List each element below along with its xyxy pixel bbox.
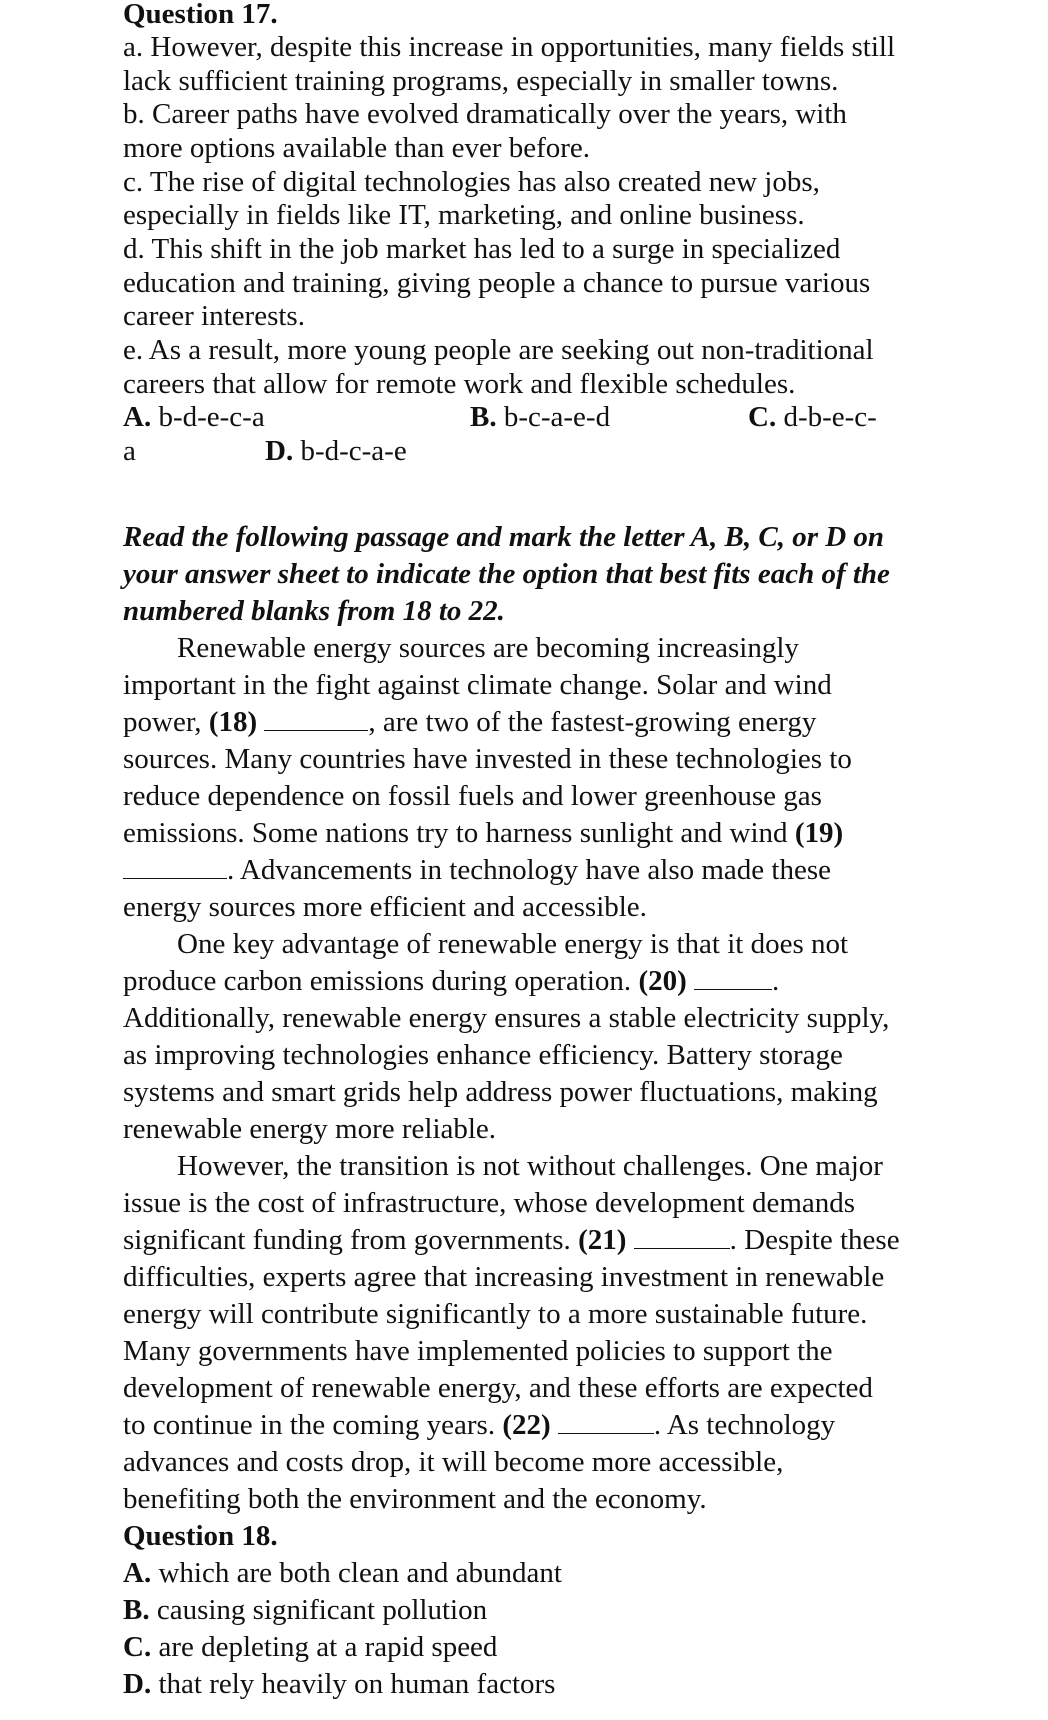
passage-p3-line-2: issue is the cost of infrastructure, whose development demands <box>123 1187 856 1219</box>
blank-number-18: (18) <box>208 706 258 738</box>
passage-p3-line-6: Many governments have implemented policies to support the <box>123 1335 833 1367</box>
q17-item-c: c. The rise of digital technologies has also created new jobs, <box>123 166 820 198</box>
blank-22[interactable] <box>558 1411 654 1434</box>
q17-item-a-cont: lack sufficient training programs, especially in smaller towns. <box>123 65 839 97</box>
q17-item-d-cont2: career interests. <box>123 300 305 332</box>
passage-p2-line-6: renewable energy more reliable. <box>123 1113 497 1145</box>
passage-p1-line-6: emissions. Some nations try to harness sunlight and wind (19) <box>123 817 844 849</box>
q17-option-c-wrap: a <box>123 435 136 467</box>
q18-option-c[interactable]: C. are depleting at a rapid speed <box>123 1631 498 1663</box>
passage-p1-line-8: energy sources more efficient and accessible. <box>123 891 647 923</box>
q17-item-c-cont: especially in fields like IT, marketing, and online business. <box>123 199 805 231</box>
q17-item-e-cont: careers that allow for remote work and flexible schedules. <box>123 368 796 400</box>
passage-p2-line-3: Additionally, renewable energy ensures a stable electricity supply, <box>123 1002 890 1034</box>
instruction-line-3: numbered blanks from 18 to 22. <box>123 595 505 627</box>
passage-p1-line-1: Renewable energy sources are becoming increasingly <box>177 632 799 664</box>
q17-option-a[interactable]: A. b-d-e-c-a <box>123 401 265 433</box>
passage-p1-line-5: reduce dependence on fossil fuels and lower greenhouse gas <box>123 780 822 812</box>
blank-19[interactable] <box>123 856 227 879</box>
q17-item-e: e. As a result, more young people are seeking out non-traditional <box>123 334 874 366</box>
passage-p2-line-2: produce carbon emissions during operation. (20) . <box>123 965 780 997</box>
q17-item-b-cont: more options available than ever before. <box>123 132 591 164</box>
passage-p1-line-3: power, (18) , are two of the fastest-growing energy <box>123 706 817 738</box>
passage-p3-line-7: development of renewable energy, and these efforts are expected <box>123 1372 873 1404</box>
blank-number-20: (20) <box>638 965 687 997</box>
passage-p1-line-2: important in the fight against climate change. Solar and wind <box>123 669 832 701</box>
passage-p2-line-1: One key advantage of renewable energy is that it does not <box>177 928 849 960</box>
passage-p3-line-4: difficulties, experts agree that increasing investment in renewable <box>123 1261 885 1293</box>
q18-option-a[interactable]: A. which are both clean and abundant <box>123 1557 562 1589</box>
passage-p3-line-3: significant funding from governments. (21) . Despite these <box>123 1224 900 1256</box>
passage-p3-line-9: advances and costs drop, it will become more accessible, <box>123 1446 784 1478</box>
q17-option-d[interactable]: D. b-d-c-a-e <box>265 435 407 467</box>
q17-item-d-cont1: education and training, giving people a chance to pursue various <box>123 267 871 299</box>
passage-p2-line-4: as improving technologies enhance efficiency. Battery storage <box>123 1039 843 1071</box>
passage-p2-line-5: systems and smart grids help address power fluctuations, making <box>123 1076 878 1108</box>
instruction-line-2: your answer sheet to indicate the option that best fits each of the <box>123 558 890 590</box>
passage-p1-line-4: sources. Many countries have invested in these technologies to <box>123 743 852 775</box>
q17-option-c[interactable]: C. d-b-e-c- <box>748 401 877 433</box>
q18-option-d[interactable]: D. that rely heavily on human factors <box>123 1668 556 1700</box>
q18-option-b[interactable]: B. causing significant pollution <box>123 1594 488 1626</box>
blank-18[interactable] <box>264 708 368 731</box>
passage-p3-line-10: benefiting both the environment and the economy. <box>123 1483 707 1515</box>
instruction-line-1: Read the following passage and mark the letter A, B, C, or D on <box>123 521 885 553</box>
passage-p3-line-5: energy will contribute significantly to a more sustainable future. <box>123 1298 868 1330</box>
passage-p3-line-8: to continue in the coming years. (22) . As technology <box>123 1409 836 1441</box>
question-17-title: Question 17. <box>123 0 278 30</box>
q17-item-b: b. Career paths have evolved dramatically over the years, with <box>123 98 847 130</box>
blank-21[interactable] <box>634 1226 730 1249</box>
blank-20[interactable] <box>694 967 772 990</box>
passage-p1-line-7: . Advancements in technology have also made these <box>123 852 978 889</box>
q17-item-a: a. However, despite this increase in opportunities, many fields still <box>123 31 896 63</box>
q17-option-b[interactable]: B. b-c-a-e-d <box>470 401 611 433</box>
blank-number-22: (22) <box>502 1409 551 1441</box>
blank-number-19: (19) <box>794 817 844 849</box>
question-18-title: Question 18. <box>123 1520 278 1552</box>
blank-number-21: (21) <box>578 1224 627 1256</box>
passage-p3-line-1: However, the transition is not without challenges. One major <box>177 1150 883 1182</box>
q17-item-d: d. This shift in the job market has led to a surge in specialized <box>123 233 841 265</box>
